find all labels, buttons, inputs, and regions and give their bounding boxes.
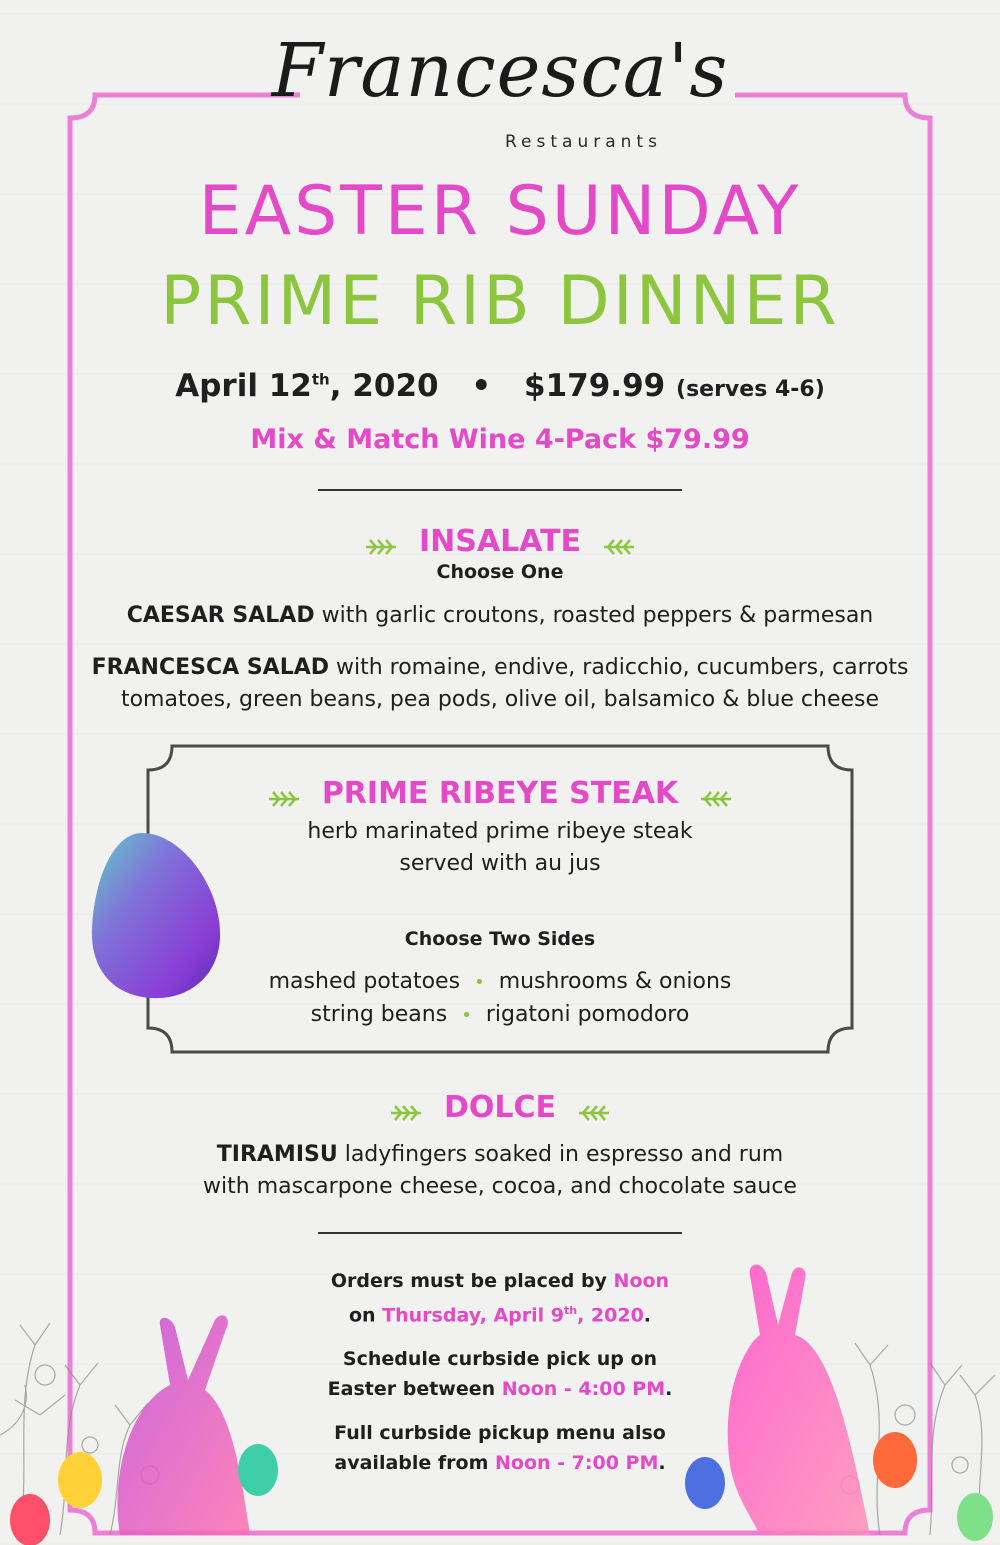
event-date: April 12 bbox=[175, 368, 312, 404]
divider-top bbox=[318, 489, 682, 491]
egg-orange-icon bbox=[873, 1432, 917, 1488]
pickup-schedule-note: Schedule curbside pick up on Easter between Noon - 4:00 PM. bbox=[327, 1348, 673, 1400]
sprig-right-icon bbox=[695, 787, 735, 811]
entree-header bbox=[0, 776, 1000, 811]
side-item: mashed potatoes bbox=[268, 969, 461, 994]
side-item: string beans bbox=[310, 1002, 448, 1027]
entree-description: herb marinated prime ribeye steak served with au jus bbox=[307, 819, 693, 876]
insalate-header bbox=[0, 524, 1000, 559]
menu-item-caesar: CAESAR SALAD with garlic croutons, roasted peppers & parmesan bbox=[126, 603, 874, 628]
insalate-choose: Choose One bbox=[436, 561, 564, 583]
sprig-left-icon bbox=[265, 787, 305, 811]
sides-row-2: string beans • rigatoni pomodoro bbox=[310, 1002, 690, 1027]
egg-teal-icon bbox=[238, 1444, 278, 1496]
dolce-header bbox=[0, 1090, 1000, 1125]
sprig-left-icon bbox=[362, 535, 402, 559]
date-price-line: April 12th, 2020 • $179.99 (serves 4-6) bbox=[175, 368, 825, 404]
bunny-right bbox=[728, 1265, 870, 1535]
order-deadline-note: Orders must be placed by Noon on Thursday, April 9th, 2020. bbox=[330, 1270, 670, 1327]
egg-green-icon bbox=[957, 1493, 993, 1541]
sides-row-1: mashed potatoes • mushrooms & onions bbox=[268, 969, 732, 994]
egg-red-icon bbox=[10, 1494, 50, 1545]
dolce-title: DOLCE bbox=[443, 1090, 557, 1125]
side-item: mushrooms & onions bbox=[498, 969, 732, 994]
bullet-separator: • bbox=[471, 368, 492, 404]
insalate-title: INSALATE bbox=[418, 524, 582, 559]
menu-item-francesca-salad: FRANCESCA SALAD with romaine, endive, radicchio, cucumbers, carrots tomatoes, green beans, pea pods, olive oil, balsamico & blue cheese bbox=[91, 655, 909, 712]
headline-easter-sunday: EASTER SUNDAY bbox=[198, 172, 802, 251]
brand-name: Francesca's bbox=[271, 28, 729, 114]
sprig-right-icon bbox=[598, 535, 638, 559]
decorative-garden bbox=[0, 1235, 1000, 1545]
egg-rainbow-icon bbox=[58, 1452, 102, 1508]
divider-bottom bbox=[318, 1232, 682, 1234]
side-item: rigatoni pomodoro bbox=[485, 1002, 690, 1027]
bunny-left bbox=[117, 1315, 250, 1535]
wine-offer: Mix & Match Wine 4-Pack $79.99 bbox=[250, 424, 750, 455]
serves-note: (serves 4-6) bbox=[676, 377, 825, 402]
easter-egg-icon bbox=[82, 828, 227, 1003]
sprig-right-icon bbox=[573, 1101, 613, 1125]
sprig-left-icon bbox=[387, 1101, 427, 1125]
brand-subtitle: Restaurants bbox=[505, 132, 662, 152]
event-price: $179.99 bbox=[524, 368, 666, 404]
egg-blue-icon bbox=[685, 1457, 725, 1509]
logo bbox=[0, 28, 1000, 114]
entree-title: PRIME RIBEYE STEAK bbox=[321, 776, 679, 811]
headline-prime-rib-dinner: PRIME RIB DINNER bbox=[160, 262, 840, 341]
menu-item-tiramisu: TIRAMISU ladyfingers soaked in espresso and rum with mascarpone cheese, cocoa, and chocolate sauce bbox=[203, 1142, 797, 1199]
sides-choose: Choose Two Sides bbox=[404, 928, 596, 950]
full-menu-note: Full curbside pickup menu also available from Noon - 7:00 PM. bbox=[334, 1422, 666, 1474]
